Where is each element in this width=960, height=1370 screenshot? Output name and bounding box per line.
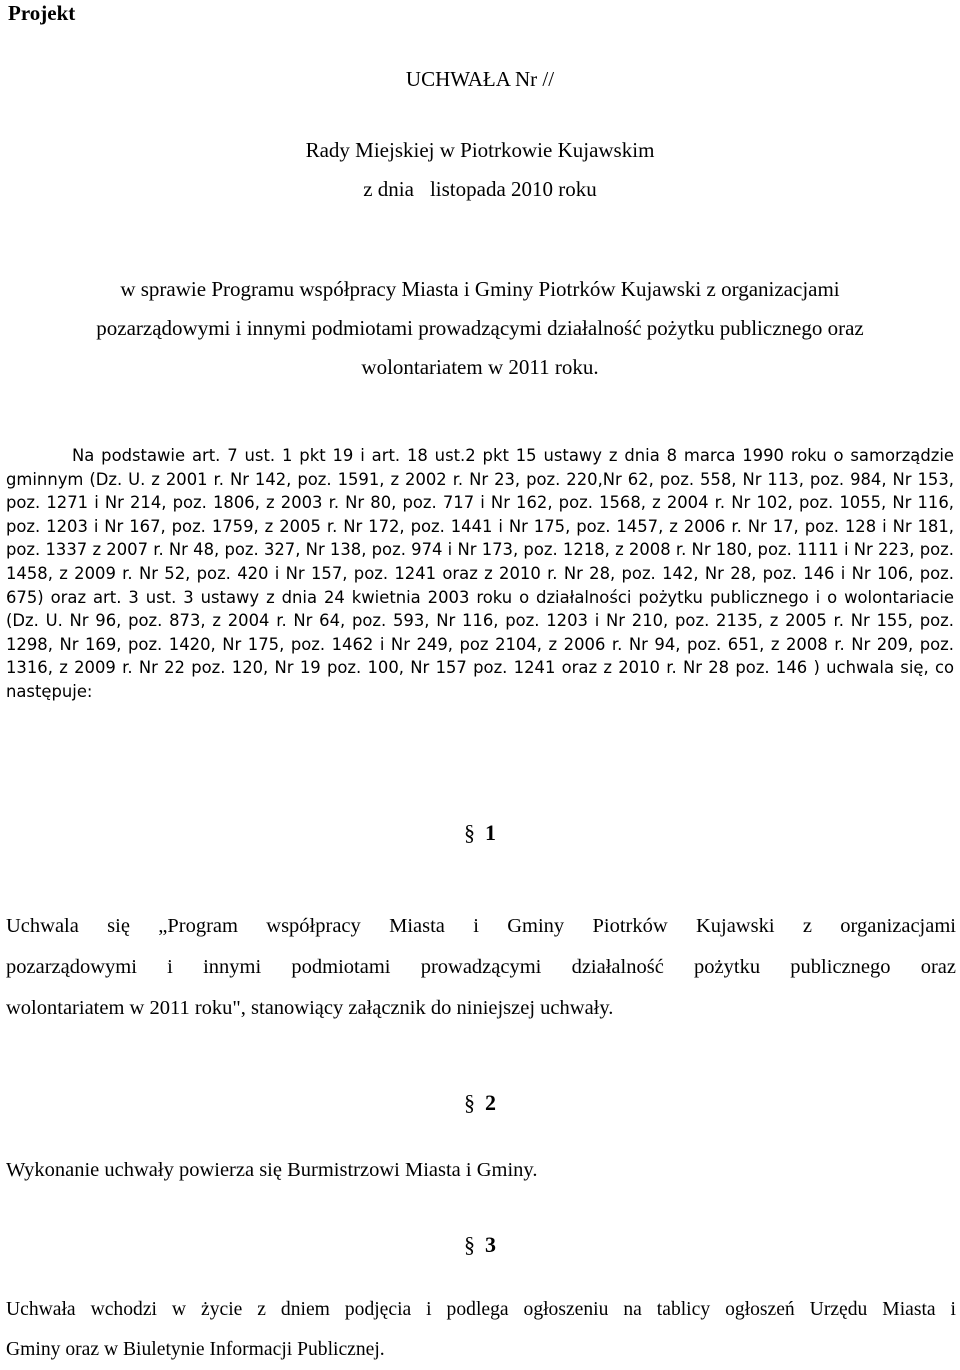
date-month-year: listopada 2010 roku bbox=[429, 177, 597, 201]
date-prefix: z dnia bbox=[363, 177, 414, 201]
legal-basis-paragraph: Na podstawie art. 7 ust. 1 pkt 19 i art. 18 ust.2 pkt 15 ustawy z dnia 8 marca 1990 roku o samorządzie gminnym (Dz. U. z 2001 r. Nr 142, poz. 1591, z 2002 r. Nr 23, poz. 220,Nr 62, poz. 558, Nr 113, poz. 984, Nr 153, poz. 1271 i Nr 214, poz. 1806, z 2003 r. Nr 80, poz. 717 i Nr 162, poz. 1568, z 2004 r. Nr 102, poz. 1055, Nr 116, poz. 1203 i Nr 167, poz. 1759, z 2005 r. Nr 172, poz. 1441 i Nr 175, poz. 1457, z 2006 r. Nr 17, poz. 128 i Nr 181, poz. 1337 z 2007 r. Nr 48, poz. 327, Nr 138, poz. 974 i Nr 173, poz. 1218, z 2008 r. Nr 180, poz. 1111 i Nr 223, poz. 1458, z 2009 r. Nr 52, poz. 420 i Nr 157, poz. 1241 oraz z 2010 r. Nr 28, poz. 142, Nr 28, poz. 146 i Nr 106, poz. 675) oraz art. 3 ust. 3 ustawy z dnia 24 kwietnia 2003 roku o działalności pożytku publicznego i o wolontariacie (Dz. U. Nr 96, poz. 873, z 2004 r. Nr 64, poz. 593, Nr 116, poz. 1203 i Nr 210, poz. 2135, z 2005 r. Nr 155, poz. 1298, Nr 169, poz. 1420, Nr 175, poz. 1462 i Nr 249, poz 2104, z 2006 r. Nr 94, poz. 651, z 2008 r. Nr 209, poz. 1316, z 2009 r. Nr 22 poz. 120, Nr 19 poz. 100, Nr 157 poz. 1241 oraz z 2010 r. Nr 28 poz. 146 ) uchwala się, co następuje: bbox=[6, 446, 954, 701]
subject-line-1: w sprawie Programu współpracy Miasta i Gminy Piotrków Kujawski z organizacjami bbox=[120, 277, 840, 301]
section-2-line-1: Wykonanie uchwały powierza się Burmistrzowi Miasta i Gminy. bbox=[6, 1159, 538, 1181]
section-1-line-2: pozarządowymi i innymi podmiotami prowadzącymi działalność pożytku publicznego oraz bbox=[6, 956, 956, 978]
section-number: 2 bbox=[485, 1090, 496, 1115]
section-symbol: § bbox=[464, 820, 475, 845]
section-symbol: § bbox=[464, 1232, 475, 1257]
resolution-number: UCHWAŁA Nr // bbox=[405, 67, 555, 91]
section-number: 3 bbox=[485, 1232, 496, 1257]
section-3-line-2: Gminy oraz w Biuletynie Informacji Publicznej. bbox=[6, 1339, 385, 1360]
section-3-line-1: Uchwała wchodzi w życie z dniem podjęcia i podlega ogłoszeniu na tablicy ogłoszeń Urzędu Miasta i bbox=[6, 1299, 956, 1320]
section-symbol: § bbox=[464, 1090, 475, 1115]
section-3-heading bbox=[0, 1232, 960, 1258]
section-1-text bbox=[6, 906, 956, 1029]
section-3-text bbox=[6, 1290, 956, 1370]
section-1-heading bbox=[0, 820, 960, 846]
section-1-line-3: wolontariatem w 2011 roku", stanowiący załącznik do niniejszej uchwały. bbox=[6, 997, 614, 1019]
subject-line-2: pozarządowymi i innymi podmiotami prowadzącymi działalność pożytku publicznego oraz bbox=[96, 316, 864, 340]
subject-line-3: wolontariatem w 2011 roku. bbox=[361, 355, 599, 379]
section-2-text bbox=[6, 1150, 956, 1191]
resolution-date bbox=[0, 176, 960, 202]
section-2-heading bbox=[0, 1090, 960, 1116]
section-1-line-1: Uchwala się „Program współpracy Miasta i Gminy Piotrków Kujawski z organizacjami bbox=[6, 915, 956, 937]
section-number: 1 bbox=[485, 820, 496, 845]
draft-label: Projekt bbox=[8, 1, 76, 25]
council-name: Rady Miejskiej w Piotrkowie Kujawskim bbox=[305, 138, 655, 162]
